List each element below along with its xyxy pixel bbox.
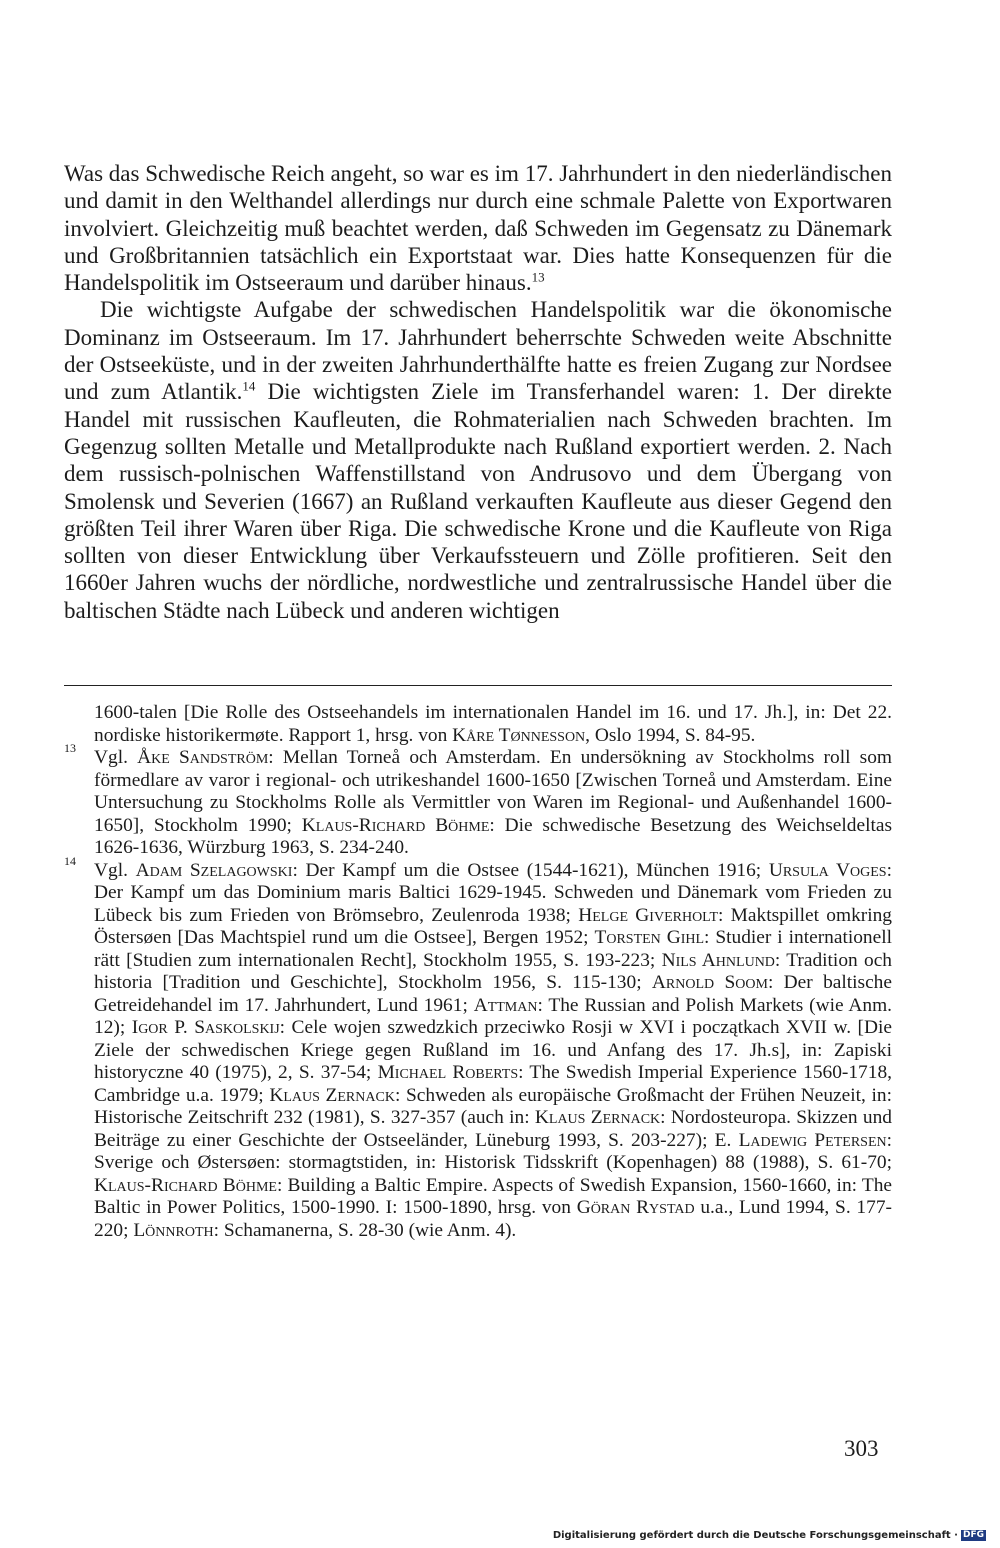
paragraph-1-text: Was das Schwedische Reich angeht, so war es im 17. Jahrhundert in den niederländischen und damit in den Welthandel allerdings nur durch eine schmale Palette von Exportwaren involviert. Gleichzeitig muß beachtet werden, daß Schweden im Gegensatz zu Dänemark und Großbritannien tatsächlich ein Exportstaat war. Dies hatte Konsequenzen für die Handelspolitik im Ostseeraum und darüber hinaus. — [64, 161, 892, 296]
author-name: E. Ladewig Petersen — [714, 1129, 887, 1151]
author-name: Adam Szelagowski — [135, 859, 293, 881]
author-name: Ursula Voges — [768, 859, 887, 881]
author-name: Arnold Soom — [651, 972, 768, 993]
author-name: Nils Ahnlund — [661, 949, 775, 971]
author-name: Klaus-Richard Böhme — [301, 814, 490, 836]
author-name: Göran Rystad — [576, 1197, 695, 1218]
paragraph-1 — [64, 160, 892, 296]
author-name: Igor P. Saskolskij — [131, 1017, 280, 1038]
author-name: Helge Giverholt — [578, 904, 718, 926]
footnote-separator — [64, 685, 892, 686]
dfg-logo-icon: DFG — [962, 1530, 984, 1540]
paragraph-2-text-a: Die wichtigste Aufgabe der schwedischen Handelspolitik war die ökonomische Dominanz im Ostseeraum. Im 17. Jahrhundert beherrschte Schweden weite Abschnitte der Ostseeküste, und in der zweiten Jahrhunderthälfte hatte es freien Zugang zur Nordsee und zum Atlantik. — [64, 297, 892, 405]
footnote-number: 14 — [64, 853, 76, 868]
paragraph-2 — [64, 296, 892, 624]
paragraph-2-text-b: Die wichtigsten Ziele im Transferhandel waren: 1. Der direkte Handel mit russischen Kaufleuten, die Rohmaterialien nach Schweden brachten. Im Gegenzug sollten Metalle und Metallprodukte nach Rußland exportiert werden. 2. Nach dem russisch-polnischen Waffenstillstand von Andrusovo und dem Übergang von Smolensk und Severien (1667) an Rußland verkauften Kaufleute aus dieser Gegend den größten Teil ihrer Waren über Riga. Die schwedische Krone und die Kaufleute von Riga sollten von dieser Entwicklung über Verkaufssteuern und Zölle profitieren. Seit den 1660er Jahren wuchs der nördliche, nordwestliche und zentralrussische Handel über die baltischen Städte nach Lübeck und anderen wichtigen — [64, 379, 892, 623]
footnote-13: 13 Vgl. Åke Sandström: Mellan Torneå och Amsterdam. En undersökning av Stockholms roll som förmedlare av varor i regional- och utrikeshandel 1600-1650 [Zwischen Torneå und Amsterdam. Eine Untersuchung zu Stockholms Rolle als Vermittler von Waren im Regional- und Außenhandel 1600-1650], Stockholm 1990; Klaus-Richard Böhme: Die schwedische Besetzung des Weichseldeltas 1626-1636, Würzburg 1963, S. 234-240. — [64, 741, 893, 858]
footer-text: Digitalisierung gefördert durch die Deutsche Forschungsgemeinschaft · — [552, 1530, 958, 1541]
page-number: 303 — [844, 1436, 879, 1461]
footnote-ref-13[interactable]: 13 — [531, 269, 545, 285]
author-name: Torsten Gihl — [594, 927, 705, 948]
footnote-14: 14 Vgl. Adam Szelagowski: Der Kampf um die Ostsee (1544-1621), München 1916; Ursula Voges: Der Kampf um das Dominium maris Baltici 1629-1945. Schweden und Dänemark vom Frieden zu Lübeck bis zum Frieden von Brömsebro, Zeulenroda 1938; Helge Giverholt: Maktspillet omkring Östersøen [Das Machtspiel rund um die Ostsee], Bergen 1952; Torsten Gihl: Studier i internationell rätt [Studien zum internationalen Recht], Stockholm 1955, S. 193-223; Nils Ahnlund: Tradition och historia [Tradition und Geschichte], Stockholm 1956, S. 115-130; Arnold Soom: Der baltische Getreidehandel im 17. Jahrhundert, Lund 1961; Attman: The Russian and Polish Markets (wie Anm. 12); Igor P. Saskolskij: Cele wojen szwedzkich przeciwko Rosji w XVI i początkach XVII w. [Die Ziele der schwedischen Kriege gegen Rußland im 16. und Anfang des 17. Jh.s], in: Zapiski historyczne 40 (1975), 2, S. 37-54; Michael Roberts: The Swedish Imperial Experience 1560-1718, Cambridge u.a. 1979; Klaus Zernack: Schweden als europäische Großmacht der Frühen Neuzeit, in: Historische Zeitschrift 232 (1981), S. 327-357 (auch in: Klaus Zernack: Nordosteuropa. Skizzen und Beiträge zu einer Geschichte der Ostseeländer, Lüneburg 1993, S. 203-227); E. Ladewig Petersen: Sverige och Østersøen: stormagtstiden, in: Historisk Tidsskrift (Kopenhagen) 88 (1988), S. 61-70; Klaus-Richard Böhme: Building a Baltic Empire. Aspects of Swedish Expansion, 1560-1660, in: The Baltic in Power Politics, 1500-1990. I: 1500-1890, hrsg. von Göran Rystad u.a., Lund 1994, S. 177-220; Lönnroth: Schamanerna, S. 28-30 (wie Anm. 4). — [64, 853, 893, 1241]
footnote-ref-14[interactable]: 14 — [242, 378, 256, 394]
author-name: Åke Sandström — [137, 747, 269, 768]
dfg-footer — [553, 1530, 986, 1541]
main-text — [64, 160, 892, 624]
footnotes — [64, 702, 892, 1242]
author-name: Lönnroth — [133, 1219, 214, 1241]
author-name: Klaus Zernack — [534, 1107, 661, 1128]
author-name: Klaus-Richard Böhme — [94, 1174, 277, 1196]
author-name: Klaus Zernack — [269, 1084, 395, 1106]
footnote-number: 13 — [64, 741, 76, 755]
author-name: Kåre Tønnesson — [452, 724, 586, 746]
author-name: Michael Roberts — [377, 1062, 519, 1083]
footnote-continuation: 1600-talen [Die Rolle des Ostseehandels im internationalen Handel im 16. und 17. Jh.], in: Det 22. nordiske historikermøte. Rapport 1, hrsg. von Kåre Tønnesson, Oslo 1994, S. 84-95. — [94, 702, 892, 746]
author-name: Attman — [473, 994, 538, 1016]
